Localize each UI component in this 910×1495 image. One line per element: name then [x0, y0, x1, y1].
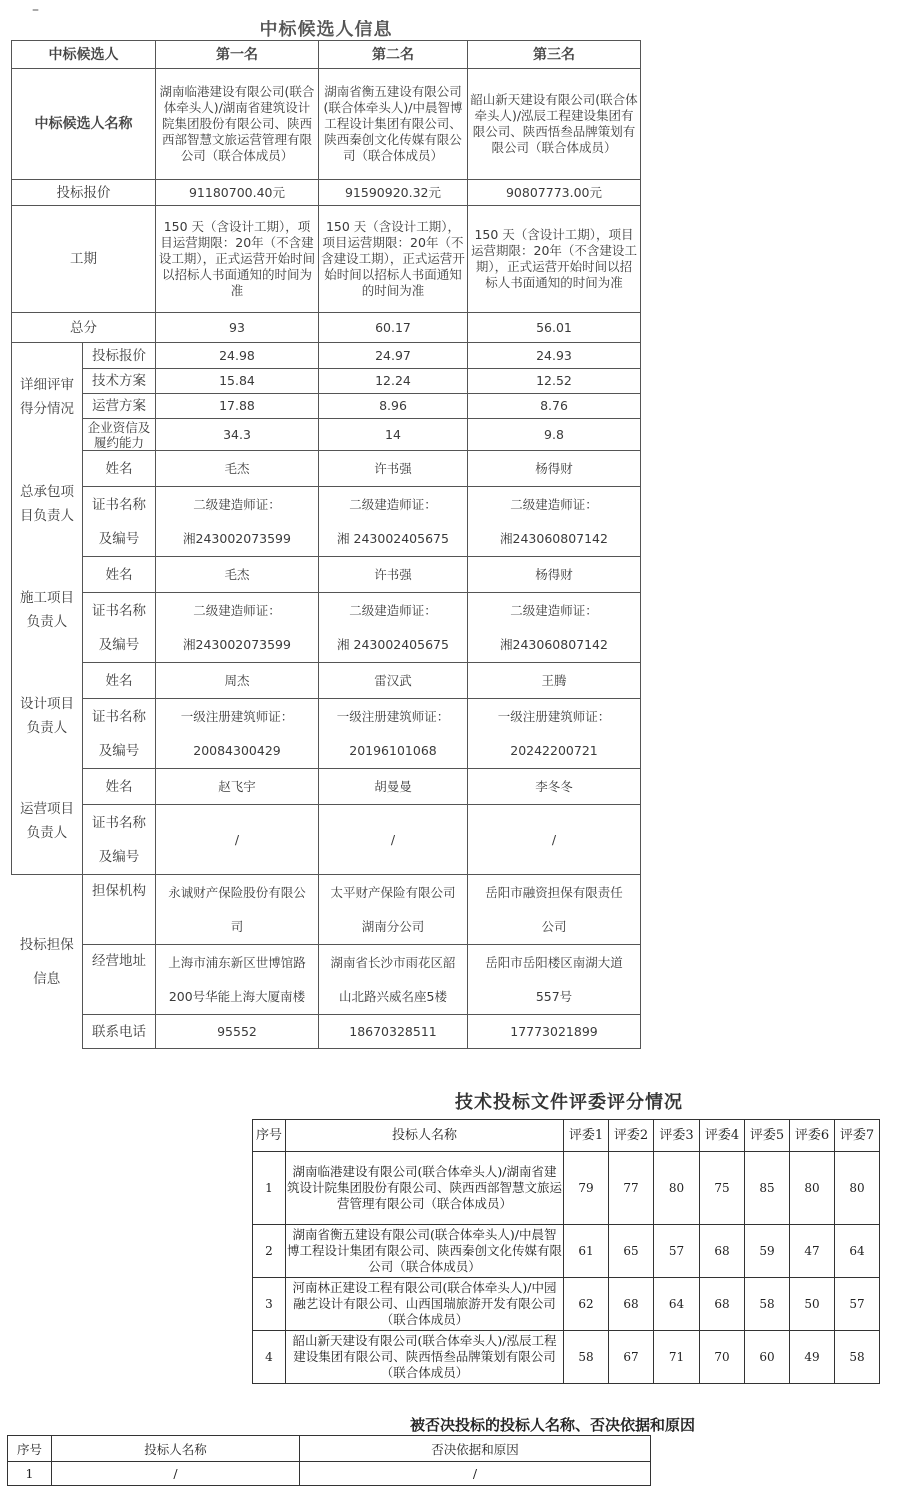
cert-name: 二级建造师证： [193, 496, 281, 512]
detail-label: 运营方案 [83, 394, 156, 419]
scoring-header: 评委3 [654, 1120, 700, 1152]
scoring-header: 评委1 [564, 1120, 609, 1152]
personnel-group-label: 施工项目负责人 [12, 557, 83, 663]
person-name: 许书强 [319, 557, 468, 593]
detail-value: 24.93 [468, 343, 641, 369]
row-no: 1 [253, 1152, 286, 1225]
detail-value: 34.3 [156, 419, 319, 451]
person-name: 雷汉武 [319, 663, 468, 699]
score: 58 [745, 1278, 790, 1331]
period-label: 工期 [12, 206, 156, 313]
row-no: 1 [8, 1462, 52, 1486]
cert-label-2: 及编号 [98, 742, 140, 759]
score: 60 [745, 1331, 790, 1384]
detail-value: 9.8 [468, 419, 641, 451]
cert-name: 二级建造师证： [349, 496, 437, 512]
score: 75 [700, 1152, 745, 1225]
score: 68 [700, 1225, 745, 1278]
guarantee-addr-line: 岳阳市岳阳楼区南湖大道 [485, 954, 623, 970]
table-row [253, 1225, 880, 1278]
cert-label-2: 及编号 [98, 636, 140, 653]
cert-label-2: 及编号 [98, 848, 140, 865]
cert-value: / [468, 805, 641, 875]
scoring-header: 序号 [253, 1120, 286, 1152]
score: 68 [700, 1278, 745, 1331]
bidder-name: 河南林正建设工程有限公司(联合体牵头人)/中园融艺设计有限公司、山西国瑞旅游开发有限公司（联合体成员） [286, 1278, 564, 1331]
rank-2: 第二名 [319, 41, 468, 69]
cert-label-1: 证书名称 [92, 708, 146, 725]
scoring-header: 评委5 [745, 1120, 790, 1152]
guarantee-addr-line: 上海市浦东新区世博馆路 [168, 954, 306, 970]
cert-name: 二级建造师证： [510, 496, 598, 512]
score: 47 [790, 1225, 835, 1278]
cert-name: 二级建造师证： [510, 602, 598, 618]
row-no: 2 [253, 1225, 286, 1278]
cert-name: 一级注册建筑师证： [180, 708, 294, 724]
cert-number: 湘243002073599 [183, 636, 291, 652]
score: 77 [609, 1152, 654, 1225]
cert-number: 湘 243002405675 [337, 530, 449, 546]
candidate-name-3: 韶山新天建设有限公司(联合体牵头人)/泓辰工程建设集团有限公司、陕西悟叁品牌策划有限公司（联合体成员） [468, 69, 641, 180]
cert-number: 湘243002073599 [183, 530, 291, 546]
detail-value: 8.76 [468, 394, 641, 419]
guarantee-org-label: 担保机构 [83, 875, 156, 945]
detail-value: 12.52 [468, 369, 641, 394]
person-name: 杨得财 [468, 451, 641, 487]
scoring-title: 技术投标文件评委评分情况 [455, 1092, 683, 1113]
guarantee-group-label: 投标担保信息 [12, 875, 83, 1049]
total-2: 60.17 [319, 313, 468, 343]
guarantee-phone: 18670328511 [319, 1015, 468, 1049]
score: 65 [609, 1225, 654, 1278]
guarantee-phone-label: 联系电话 [83, 1015, 156, 1049]
detail-value: 17.88 [156, 394, 319, 419]
person-name-label: 姓名 [83, 769, 156, 805]
score: 71 [654, 1331, 700, 1384]
personnel-group-label: 设计项目负责人 [12, 663, 83, 769]
score: 64 [835, 1225, 880, 1278]
rejected-header: 序号 [8, 1436, 52, 1462]
score: 80 [790, 1152, 835, 1225]
rank-3: 第三名 [468, 41, 641, 69]
score: 62 [564, 1278, 609, 1331]
person-name: 李冬冬 [468, 769, 641, 805]
guarantee-org-line: 公司 [541, 918, 567, 934]
rejected-reason: / [300, 1462, 651, 1486]
total-1: 93 [156, 313, 319, 343]
score: 58 [564, 1331, 609, 1384]
detail-value: 24.97 [319, 343, 468, 369]
personnel-group-label: 运营项目负责人 [12, 769, 83, 875]
cert-label-1: 证书名称 [92, 496, 146, 513]
table-row [253, 1278, 880, 1331]
period-1: 150 天（含设计工期），项目运营期限：20年（不含建设工期），正式运营开始时间以招标人书面通知的时间为准 [156, 206, 319, 313]
guarantee-addr-line: 200号华能上海大厦南楼 [168, 988, 306, 1004]
guarantee-phone: 17773021899 [468, 1015, 641, 1049]
detail-label: 投标报价 [83, 343, 156, 369]
bidder-name: 湖南省衡五建设有限公司(联合体牵头人)/中晨智博工程设计集团有限公司、陕西秦创文化传媒有限公司（联合体成员） [286, 1225, 564, 1278]
score: 57 [835, 1278, 880, 1331]
personnel-group-label: 总承包项目负责人 [12, 451, 83, 557]
person-name: 赵飞宇 [156, 769, 319, 805]
rejected-name: / [52, 1462, 300, 1486]
scoring-header: 评委7 [835, 1120, 880, 1152]
name-label: 中标候选人名称 [12, 69, 156, 180]
guarantee-org-line: 太平财产保险有限公司 [330, 884, 456, 900]
candidate-info-table [11, 20, 641, 1049]
score: 57 [654, 1225, 700, 1278]
candidate-table-title: 中标候选人信息 [259, 20, 393, 40]
cert-number: 20084300429 [193, 742, 281, 758]
scoring-header: 评委2 [609, 1120, 654, 1152]
cert-name: 二级建造师证： [349, 602, 437, 618]
detail-value: 24.98 [156, 343, 319, 369]
person-name-label: 姓名 [83, 451, 156, 487]
score: 61 [564, 1225, 609, 1278]
table-row [253, 1331, 880, 1384]
period-2: 150 天（含设计工期），项目运营期限：20年（不含建设工期），正式运营开始时间以招标人书面通知的时间为准 [319, 206, 468, 313]
detail-label: 技术方案 [83, 369, 156, 394]
rejected-header: 否决依据和原因 [300, 1436, 651, 1462]
guarantee-org-line: 岳阳市融资担保有限责任 [485, 884, 623, 900]
cert-label-2: 及编号 [98, 530, 140, 547]
top-mark: – [32, 2, 39, 18]
cert-number: 20242200721 [510, 742, 598, 758]
cert-number: 湘243060807142 [500, 530, 608, 546]
guarantee-addr-label: 经营地址 [83, 945, 156, 1015]
cert-value: / [156, 805, 319, 875]
scoring-header: 评委6 [790, 1120, 835, 1152]
detail-value: 15.84 [156, 369, 319, 394]
row-no: 3 [253, 1278, 286, 1331]
detail-group-label: 详细评审得分情况 [12, 343, 83, 451]
score: 58 [835, 1331, 880, 1384]
total-3: 56.01 [468, 313, 641, 343]
score: 50 [790, 1278, 835, 1331]
total-label: 总分 [12, 313, 156, 343]
score: 64 [654, 1278, 700, 1331]
header-label: 中标候选人 [12, 41, 156, 69]
person-name-label: 姓名 [83, 557, 156, 593]
detail-value: 14 [319, 419, 468, 451]
guarantee-addr-line: 湖南省长沙市雨花区韶 [330, 954, 456, 970]
scoring-header: 投标人名称 [286, 1120, 564, 1152]
cert-name: 一级注册建筑师证： [336, 708, 450, 724]
guarantee-addr-line: 557号 [535, 988, 573, 1004]
score: 49 [790, 1331, 835, 1384]
candidate-name-2: 湖南省衡五建设有限公司(联合体牵头人)/中晨智博工程设计集团有限公司、陕西秦创文化传媒有限公司（联合体成员） [319, 69, 468, 180]
score: 85 [745, 1152, 790, 1225]
price-label: 投标报价 [12, 180, 156, 206]
person-name: 周杰 [156, 663, 319, 699]
score: 79 [564, 1152, 609, 1225]
rejected-table [7, 1435, 651, 1486]
rejected-title: 被否决投标的投标人名称、否决依据和原因 [410, 1416, 696, 1434]
person-name: 胡曼曼 [319, 769, 468, 805]
cert-number: 湘243060807142 [500, 636, 608, 652]
price-3: 90807773.00元 [468, 180, 641, 206]
person-name: 毛杰 [156, 451, 319, 487]
detail-value: 8.96 [319, 394, 468, 419]
candidate-name-1: 湖南临港建设有限公司(联合体牵头人)/湖南省建筑设计院集团股份有限公司、陕西西部智慧文旅运营管理有限公司（联合体成员） [156, 69, 319, 180]
cert-label-1: 证书名称 [92, 602, 146, 619]
person-name: 王腾 [468, 663, 641, 699]
bidder-name: 湖南临港建设有限公司(联合体牵头人)/湖南省建筑设计院集团股份有限公司、陕西西部智慧文旅运营管理有限公司（联合体成员） [286, 1152, 564, 1225]
rejected-header: 投标人名称 [52, 1436, 300, 1462]
score: 80 [835, 1152, 880, 1225]
period-3: 150 天（含设计工期），项目运营期限：20年（不含建设工期），正式运营开始时间以招标人书面通知的时间为准 [468, 206, 641, 313]
bidder-name: 韶山新天建设有限公司(联合体牵头人)/泓辰工程建设集团有限公司、陕西悟叁品牌策划有限公司（联合体成员） [286, 1331, 564, 1384]
guarantee-addr-line: 山北路兴威名座5楼 [339, 988, 447, 1004]
cert-number: 20196101068 [349, 742, 437, 758]
price-2: 91590920.32元 [319, 180, 468, 206]
guarantee-phone: 95552 [156, 1015, 319, 1049]
score: 59 [745, 1225, 790, 1278]
score: 67 [609, 1331, 654, 1384]
detail-label: 企业资信及履约能力 [83, 419, 156, 451]
score: 68 [609, 1278, 654, 1331]
table-row [8, 1462, 651, 1486]
score: 80 [654, 1152, 700, 1225]
rank-1: 第一名 [156, 41, 319, 69]
person-name-label: 姓名 [83, 663, 156, 699]
guarantee-org-line: 湖南分公司 [361, 918, 425, 934]
price-1: 91180700.40元 [156, 180, 319, 206]
cert-name: 二级建造师证： [193, 602, 281, 618]
cert-name: 一级注册建筑师证： [497, 708, 611, 724]
row-no: 4 [253, 1331, 286, 1384]
table-row [253, 1152, 880, 1225]
detail-value: 12.24 [319, 369, 468, 394]
score: 70 [700, 1331, 745, 1384]
person-name: 毛杰 [156, 557, 319, 593]
person-name: 许书强 [319, 451, 468, 487]
guarantee-org-line: 永诚财产保险股份有限公 [168, 884, 306, 900]
cert-label-1: 证书名称 [92, 814, 146, 831]
scoring-table [252, 1119, 880, 1384]
person-name: 杨得财 [468, 557, 641, 593]
cert-number: 湘 243002405675 [337, 636, 449, 652]
cert-value: / [319, 805, 468, 875]
guarantee-org-line: 司 [230, 918, 244, 934]
scoring-header: 评委4 [700, 1120, 745, 1152]
